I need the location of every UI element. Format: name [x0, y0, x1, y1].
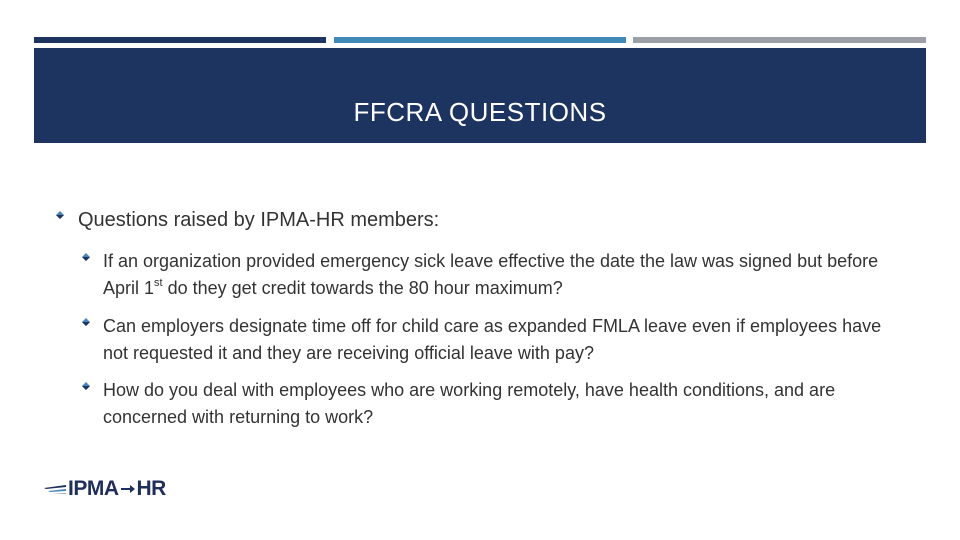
accent-bar-navy	[34, 37, 326, 43]
question-item	[82, 377, 902, 431]
diamond-bullet-icon	[82, 318, 90, 326]
slide-title: FFCRA QUESTIONS	[353, 97, 607, 127]
ipma-hr-logo	[44, 476, 204, 502]
diamond-bullet-icon	[82, 253, 90, 261]
logo-text-ipma: IPMA	[68, 477, 119, 500]
title-band	[34, 48, 926, 143]
question-text: How do you deal with employees who are working remotely, have health conditions, and are concerned with returning to work?	[103, 380, 836, 427]
diamond-bullet-icon	[56, 211, 64, 219]
speed-streak-icon	[44, 482, 68, 496]
diamond-bullet-icon	[82, 382, 90, 390]
question-item	[82, 248, 902, 302]
ordinal-suffix: st	[154, 277, 163, 289]
logo-arrow-icon	[121, 484, 135, 494]
main-bullet	[56, 206, 896, 234]
question-text: Can employers designate time off for child care as expanded FMLA leave even if employees have not requested it and they are receiving official leave with pay?	[103, 316, 882, 363]
question-text: If an organization provided emergency sick leave effective the date the law was signed but before April 1st do they get credit towards the 80 hour maximum?	[103, 251, 879, 298]
accent-bar-gray	[633, 37, 926, 43]
main-bullet-text: Questions raised by IPMA-HR members:	[78, 209, 440, 231]
question-item	[82, 313, 902, 367]
accent-bar-blue	[334, 37, 626, 43]
logo-text-hr: HR	[136, 477, 166, 500]
